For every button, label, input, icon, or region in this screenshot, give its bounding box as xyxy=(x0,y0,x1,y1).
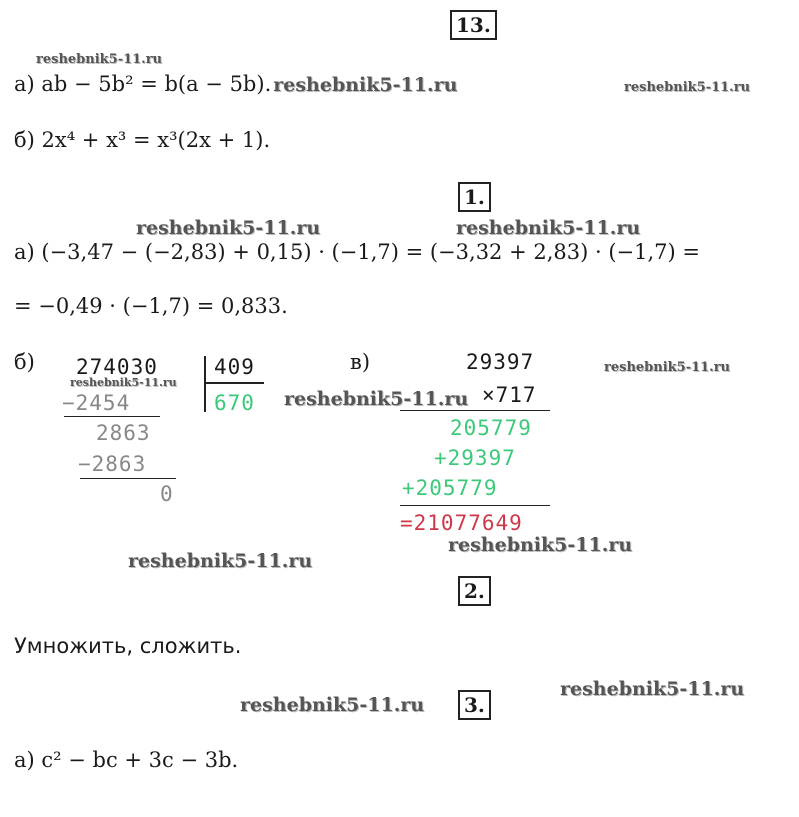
watermark: reshebnik5-11.ru xyxy=(284,388,469,410)
watermark: reshebnik5-11.ru xyxy=(273,74,458,96)
watermark: reshebnik5-11.ru xyxy=(36,52,163,67)
task-1-part-b-label: б) xyxy=(14,350,35,374)
watermark: reshebnik5-11.ru xyxy=(128,550,313,572)
division-bar xyxy=(204,356,206,412)
task-13-part-a xyxy=(14,72,457,96)
divisor: 409 xyxy=(214,355,255,379)
remainder-1: 2863 xyxy=(96,421,151,445)
partial-product-1: 205779 xyxy=(450,416,532,440)
watermark: reshebnik5-11.ru xyxy=(240,694,425,716)
task-1-part-v-label: в) xyxy=(350,350,371,374)
watermark: reshebnik5-11.ru xyxy=(560,678,745,700)
watermark: reshebnik5-11.ru xyxy=(624,80,751,95)
task-1-part-a-line-2: = −0,49 · (−1,7) = 0,833. xyxy=(14,294,288,318)
task-3-part-a: а) c² − bc + 3c − 3b. xyxy=(14,748,239,772)
watermark: reshebnik5-11.ru xyxy=(604,360,731,375)
subtrahend-2: −2863 xyxy=(78,452,147,476)
task-1-number: 1. xyxy=(458,182,491,212)
division-rule-2 xyxy=(80,478,176,479)
dividend: 274030 xyxy=(76,355,158,379)
task-13-part-b: б) 2x⁴ + x³ = x³(2x + 1). xyxy=(14,128,271,152)
task-2-number: 2. xyxy=(458,576,491,606)
partial-product-2: +29397 xyxy=(434,446,516,470)
watermark: reshebnik5-11.ru xyxy=(456,217,641,239)
task-2-text: Умножить, сложить. xyxy=(14,634,242,658)
watermark: reshebnik5-11.ru xyxy=(136,217,321,239)
divisor-underline xyxy=(206,382,264,384)
task-1-part-a-line-1: а) (−3,47 − (−2,83) + 0,15) · (−1,7) = (−3,32 + 2,83) · (−1,7) = xyxy=(14,240,700,264)
quotient: 670 xyxy=(214,391,255,415)
watermark: reshebnik5-11.ru xyxy=(70,376,177,389)
product-result: =21077649 xyxy=(400,511,523,535)
task-3-number: 3. xyxy=(458,690,491,720)
multiplication-rule-2 xyxy=(400,505,550,506)
task-13-number: 13. xyxy=(450,10,497,40)
multiplication-rule-1 xyxy=(400,410,550,411)
subtrahend-1: −2454 xyxy=(62,391,131,415)
division-rule-1 xyxy=(64,416,160,417)
partial-product-3: +205779 xyxy=(402,476,498,500)
multiplier: ×717 xyxy=(482,383,537,407)
watermark: reshebnik5-11.ru xyxy=(448,534,633,556)
multiplicand: 29397 xyxy=(466,350,535,374)
task-13-part-a-expression: а) ab − 5b² = b(a − 5b). xyxy=(14,72,272,96)
remainder-2: 0 xyxy=(160,482,174,506)
